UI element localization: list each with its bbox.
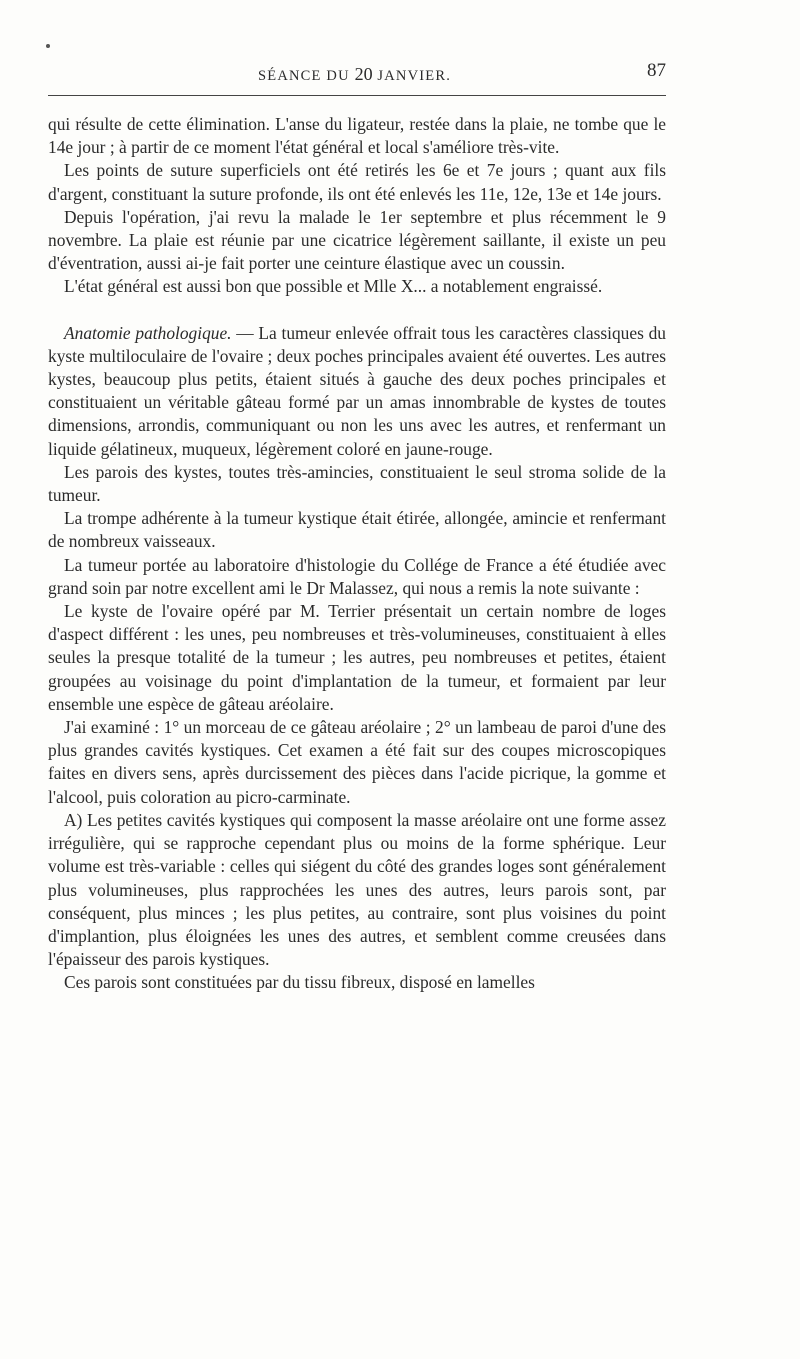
paragraph: Les parois des kystes, toutes très-amincies, constituaient le seul stroma solide de la tumeur. (48, 461, 666, 506)
paragraph: La trompe adhérente à la tumeur kystique était étirée, allongée, amincie et renfermant de nombreux vaisseaux. (48, 508, 666, 552)
header-rule (48, 95, 666, 96)
paragraph: Ces parois sont constituées par du tissu fibreux, disposé en lamelles (64, 972, 535, 993)
paragraph: Depuis l'opération, j'ai revu la malade le 1er septembre et plus récemment le 9 novembre. La plaie est réunie par une cicatrice légèrement saillante, il existe un peu d'éventration, aussi ai-je fait porter une ceinture élastique avec un coussin. (48, 206, 666, 274)
paragraph: Le kyste de l'ovaire opéré par M. Terrier présentait un certain nombre de loges d'aspect différent : les unes, peu nombreuses et très-volumineuses, constituaient à elles seules la presque totalité de la tumeur ; les autres, peu nombreuses et petites, étaient groupées au voisinage du point d'implantation de la tumeur, et formaient par leur ensemble une espèce de gâteau aréolaire. (48, 601, 666, 714)
header-title: SÉANCE DU 20 JANVIER. (258, 64, 452, 84)
body-text (48, 113, 666, 995)
header-date-number: 20 (354, 64, 373, 84)
section-gap (48, 299, 666, 322)
paragraph: L'état général est aussi bon que possible et Mlle X... a notablement engraissé. (64, 276, 603, 297)
running-header (48, 60, 666, 86)
section-paragraph: Anatomie pathologique. — La tumeur enlevée offrait tous les caractères classiques du kyste multiloculaire de l'ovaire ; deux poches principales avaient été ouvertes. Les autres kystes, beaucoup plus petits, étaient situés à gauche des deux poches principales et constituaient un véritable gâteau formé par un amas innombrable de kystes de toutes dimensions, arrondis, communiquant ou non les uns avec les autres, et renfermant un liquide gélatineux, muqueux, légèrement coloré en jaune-rouge. (48, 322, 666, 459)
paragraph: J'ai examiné : 1° un morceau de ce gâteau aréolaire ; 2° un lambeau de paroi d'une des plus grandes cavités kystiques. Cet examen a été fait sur des coupes microscopiques faites en divers sens, après durcissement des pièces dans l'acide picrique, la gomme et l'alcool, puis coloration au picro-carminate. (48, 717, 666, 807)
paragraph: La tumeur portée au laboratoire d'histologie du Collége de France a été étudiée avec grand soin par notre excellent ami le Dr Malassez, qui nous a remis la note suivante : (48, 554, 666, 598)
page-number: 87 (647, 60, 666, 81)
paragraph: Les points de suture superficiels ont été retirés les 6e et 7e jours ; quant aux fils d'argent, constituant la suture profonde, ils ont été enlevés les 11e, 12e, 13e et 14e jours. (48, 160, 666, 204)
paragraph: A) Les petites cavités kystiques qui composent la masse aréolaire ont une forme assez irrégulière, qui se rapproche cependant plus ou moins de la forme sphérique. Leur volume est très-variable : celles qui siégent du côté des grandes loges sont généralement plus volumineuses, plus rapprochées les unes des autres, leurs parois sont, par conséquent, plus minces ; les plus petites, au contraire, sont plus voisines du point d'implantion, plus éloignées les unes des autres, et semblent comme creusées dans l'épaisseur des parois kystiques. (48, 809, 666, 970)
page-mark (46, 44, 50, 48)
section-title: Anatomie pathologique. (64, 322, 232, 343)
paragraph: qui résulte de cette élimination. L'anse du ligateur, restée dans la plaie, ne tombe que le 14e jour ; à partir de ce moment l'état général et local s'améliore très-vite. (48, 114, 666, 158)
